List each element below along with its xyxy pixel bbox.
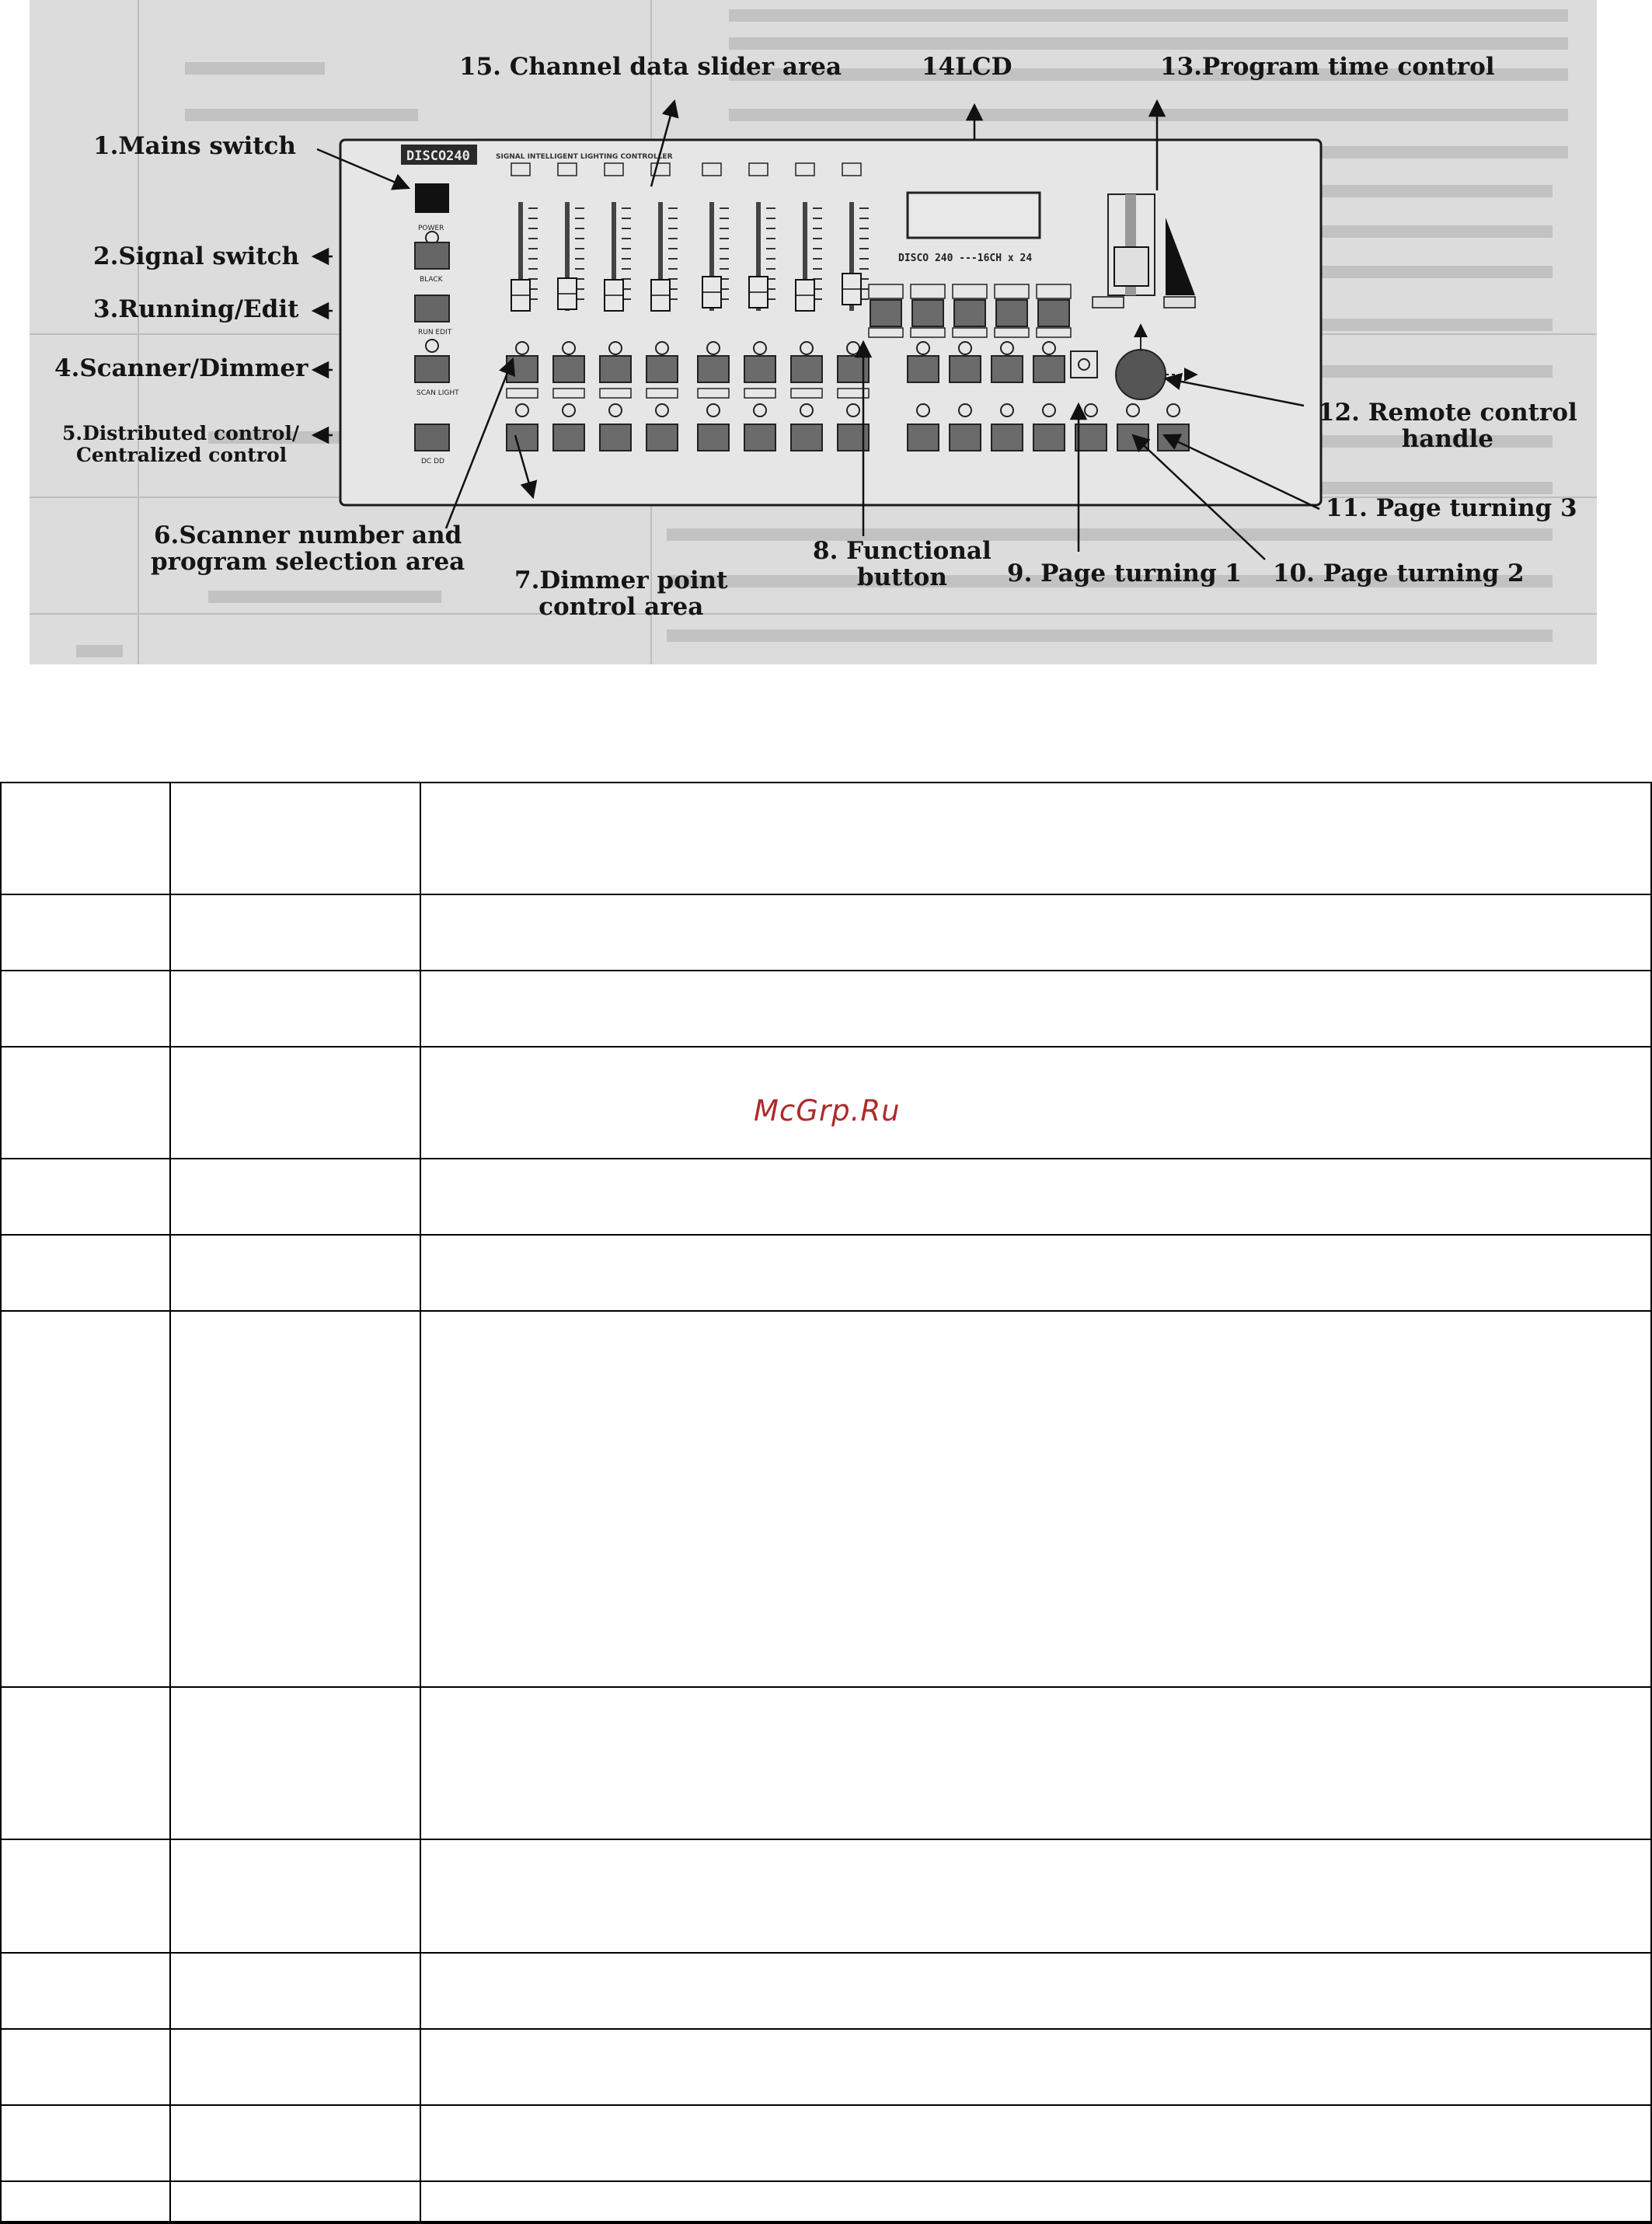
subtitle-label: SIGNAL INTELLIGENT LIGHTING CONTROLLER xyxy=(496,153,673,161)
callout-page-turning-1: 9. Page turning 1 xyxy=(1007,559,1242,587)
name-cell xyxy=(170,1311,420,1687)
dimmer-button-2 xyxy=(553,424,584,451)
lower-button-5 xyxy=(1075,424,1107,451)
name-cell xyxy=(170,2181,420,2222)
description-cell xyxy=(420,1159,1651,1235)
lower-button-1 xyxy=(908,424,939,451)
lower-button-4 xyxy=(1033,424,1065,451)
table-row xyxy=(1,2105,1651,2181)
name-cell xyxy=(170,2029,420,2105)
table-row xyxy=(1,971,1651,1047)
lcd-display xyxy=(908,193,1040,238)
scanner-button-3 xyxy=(600,356,631,382)
scanner-button-5 xyxy=(698,356,729,382)
scanner-button-6 xyxy=(744,356,775,382)
table-row xyxy=(1,1235,1651,1311)
callout-scanner-dimmer: 4.Scanner/Dimmer xyxy=(54,354,308,382)
description-cell xyxy=(420,1311,1651,1687)
description-cell xyxy=(420,783,1651,894)
page-button-2 xyxy=(950,356,981,382)
callout-page-turning-3: 11. Page turning 3 xyxy=(1326,494,1577,522)
lower-button-6 xyxy=(1117,424,1148,451)
function-button-3 xyxy=(954,300,985,326)
number-cell xyxy=(1,1311,170,1687)
number-cell xyxy=(1,2029,170,2105)
number-cell xyxy=(1,1953,170,2029)
table-row xyxy=(1,1839,1651,1953)
description-cell xyxy=(420,971,1651,1047)
callout-distributed-control: 5.Distributed control/ Centralized control xyxy=(62,422,299,466)
svg-text:RUN EDIT: RUN EDIT xyxy=(418,329,452,336)
table-row xyxy=(1,894,1651,971)
table-row xyxy=(1,1159,1651,1235)
description-table xyxy=(0,782,1652,2224)
callout-lcd: 14LCD xyxy=(922,53,1012,81)
callout-remote-control: 12. Remote control handle xyxy=(1318,399,1577,453)
number-cell xyxy=(1,1159,170,1235)
svg-text:POWER: POWER xyxy=(418,225,444,232)
description-cell xyxy=(420,1235,1651,1311)
name-cell xyxy=(170,894,420,971)
number-cell xyxy=(1,783,170,894)
number-cell xyxy=(1,1047,170,1159)
lower-button-3 xyxy=(992,424,1023,451)
name-cell xyxy=(170,1235,420,1311)
scanner-button-2 xyxy=(553,356,584,382)
controller-diagram xyxy=(30,0,1597,664)
callout-mains-switch: 1.Mains switch xyxy=(93,132,296,160)
table-row xyxy=(1,2181,1651,2222)
callout-functional-button: 8. Functional button xyxy=(813,537,992,591)
lower-button-7 xyxy=(1158,424,1189,451)
description-cell xyxy=(420,2029,1651,2105)
joystick-ball xyxy=(1116,350,1166,399)
name-cell xyxy=(170,1953,420,2029)
page-button-4 xyxy=(1033,356,1065,382)
power-button xyxy=(415,183,449,213)
callout-running-edit: 3.Running/Edit xyxy=(93,295,299,323)
run-edit-button xyxy=(415,295,449,322)
number-cell xyxy=(1,2105,170,2181)
name-cell xyxy=(170,783,420,894)
description-cell xyxy=(420,1687,1651,1839)
dimmer-button-3 xyxy=(600,424,631,451)
name-cell xyxy=(170,1159,420,1235)
callout-channel-slider: 15. Channel data slider area xyxy=(459,53,842,81)
scanner-button-1 xyxy=(507,356,538,382)
description-cell xyxy=(420,894,1651,971)
dimmer-button-5 xyxy=(698,424,729,451)
function-button-4 xyxy=(996,300,1027,326)
svg-text:BLACK: BLACK xyxy=(420,276,443,284)
dimmer-button-7 xyxy=(791,424,822,451)
number-cell xyxy=(1,971,170,1047)
page-button-3 xyxy=(992,356,1023,382)
name-cell xyxy=(170,1839,420,1953)
name-cell xyxy=(170,1687,420,1839)
name-cell xyxy=(170,2105,420,2181)
name-cell xyxy=(170,2222,420,2223)
scanner-button-4 xyxy=(647,356,678,382)
page-button-1 xyxy=(908,356,939,382)
dimmer-button-1 xyxy=(507,424,538,451)
lcd-text: DISCO 240 ---16CH x 24 xyxy=(898,253,1033,264)
description-cell xyxy=(420,2181,1651,2222)
description-cell xyxy=(420,1047,1651,1159)
table-row xyxy=(1,2029,1651,2105)
table-row xyxy=(1,2222,1651,2223)
time-slider-knob xyxy=(1114,247,1148,286)
watermark: McGrp.Ru xyxy=(754,1094,901,1128)
description-cell xyxy=(420,1953,1651,2029)
number-cell xyxy=(1,1687,170,1839)
callout-page-turning-2: 10. Page turning 2 xyxy=(1273,559,1525,587)
number-cell xyxy=(1,1839,170,1953)
distributed-button xyxy=(415,424,449,451)
number-cell xyxy=(1,2181,170,2222)
function-button-5 xyxy=(1038,300,1069,326)
number-cell xyxy=(1,2222,170,2223)
dimmer-button-6 xyxy=(744,424,775,451)
description-cell xyxy=(420,2105,1651,2181)
lower-button-2 xyxy=(950,424,981,451)
callout-program-time: 13.Program time control xyxy=(1160,53,1495,81)
dimmer-button-4 xyxy=(647,424,678,451)
number-cell xyxy=(1,894,170,971)
function-button-1 xyxy=(870,300,901,326)
scanner-button-7 xyxy=(791,356,822,382)
table-row xyxy=(1,1311,1651,1687)
name-cell xyxy=(170,1047,420,1159)
function-button-2 xyxy=(912,300,943,326)
description-cell xyxy=(420,1839,1651,1953)
callout-scanner-number: 6.Scanner number and program selection area xyxy=(151,521,465,576)
number-cell xyxy=(1,1235,170,1311)
description-cell xyxy=(420,2222,1651,2223)
table-row xyxy=(1,1687,1651,1839)
table-row xyxy=(1,783,1651,894)
table-row xyxy=(1,1953,1651,2029)
callout-signal-switch: 2.Signal switch xyxy=(93,242,300,270)
svg-text:SCAN LIGHT: SCAN LIGHT xyxy=(416,389,459,397)
name-cell xyxy=(170,971,420,1047)
callout-dimmer-point: 7.Dimmer point control area xyxy=(514,566,728,621)
scanner-dimmer-button xyxy=(415,356,449,382)
signal-button xyxy=(415,242,449,269)
svg-text:DC DD: DC DD xyxy=(421,458,444,465)
brand-label: DISCO240 xyxy=(406,148,470,164)
